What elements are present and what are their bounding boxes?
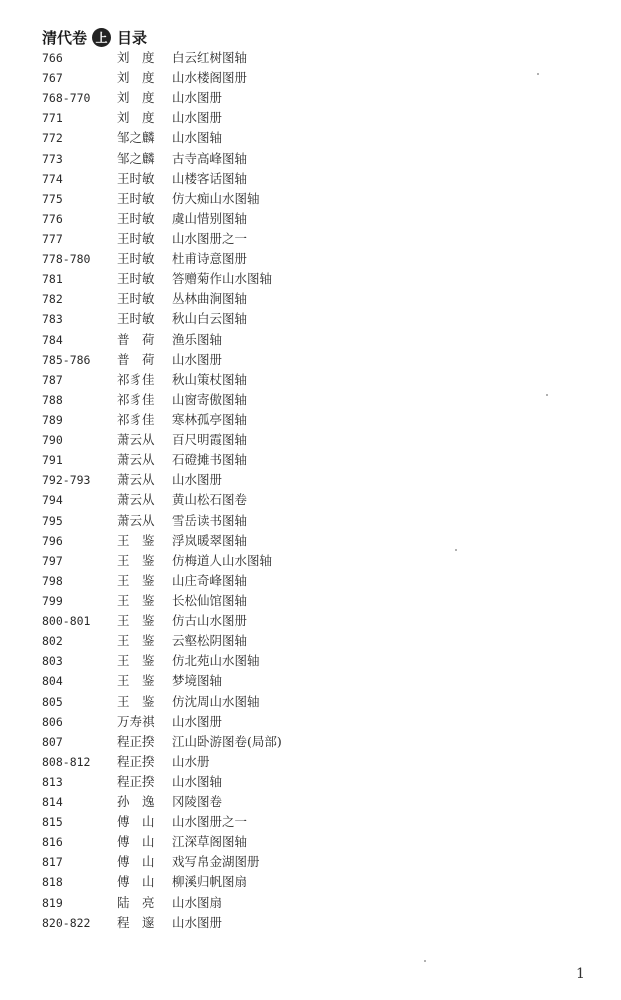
artwork-title: 山水图册 xyxy=(172,90,223,106)
artwork-title: 寒林孤亭图轴 xyxy=(172,411,248,427)
artwork-title: 山水册 xyxy=(172,753,210,769)
artist-name: 萧云从 xyxy=(117,432,155,448)
list-item xyxy=(0,893,621,913)
list-item xyxy=(0,792,621,812)
plate-number: 776 xyxy=(42,211,63,226)
list-item xyxy=(0,450,621,470)
list-item xyxy=(0,430,621,450)
list-item xyxy=(0,651,621,671)
contents-list xyxy=(0,48,621,933)
list-item xyxy=(0,88,621,108)
artist-name: 普 荷 xyxy=(117,351,155,367)
artist-name: 傅 山 xyxy=(117,814,155,830)
artist-name: 程正揆 xyxy=(117,753,155,769)
artwork-title: 山水图轴 xyxy=(172,773,223,789)
plate-number: 794 xyxy=(42,493,63,508)
artist-name: 刘 度 xyxy=(117,90,155,106)
paper-speck xyxy=(424,960,426,962)
list-item xyxy=(0,913,621,933)
artwork-title: 山水图册 xyxy=(172,351,223,367)
artwork-title: 丛林曲涧图轴 xyxy=(172,291,248,307)
plate-number: 820-822 xyxy=(42,915,91,930)
artist-name: 祁豸佳 xyxy=(117,371,155,387)
plate-number: 800-801 xyxy=(42,614,91,629)
plate-number: 785-786 xyxy=(42,352,91,367)
artist-name: 程正揆 xyxy=(117,733,155,749)
artwork-title: 黄山松石图卷 xyxy=(172,492,248,508)
plate-number: 781 xyxy=(42,272,63,287)
artist-name: 王 鉴 xyxy=(117,693,155,709)
list-item xyxy=(0,249,621,269)
list-item xyxy=(0,732,621,752)
artwork-title: 山水图册之一 xyxy=(172,230,248,246)
artwork-title: 古寺高峰图轴 xyxy=(172,150,248,166)
plate-number: 775 xyxy=(42,191,63,206)
artwork-title: 虞山惜别图轴 xyxy=(172,210,248,226)
plate-number: 766 xyxy=(42,51,63,65)
list-item xyxy=(0,370,621,390)
list-item xyxy=(0,330,621,350)
list-item xyxy=(0,511,621,531)
artist-name: 王时敏 xyxy=(117,230,155,246)
plate-number: 795 xyxy=(42,513,63,528)
artist-name: 王 鉴 xyxy=(117,613,155,629)
contents-title: 目录 xyxy=(117,28,148,47)
plate-number: 814 xyxy=(42,795,63,810)
list-item xyxy=(0,410,621,430)
artist-name: 刘 度 xyxy=(117,110,155,126)
list-item xyxy=(0,350,621,370)
list-item xyxy=(0,591,621,611)
artist-name: 程 邃 xyxy=(117,914,155,930)
list-item xyxy=(0,209,621,229)
list-item xyxy=(0,128,621,148)
artist-name: 王时敏 xyxy=(117,170,155,186)
list-item xyxy=(0,872,621,892)
artwork-title: 杜甫诗意图册 xyxy=(172,251,248,267)
artist-name: 刘 度 xyxy=(117,70,155,86)
list-item xyxy=(0,189,621,209)
list-item xyxy=(0,832,621,852)
artwork-title: 山水图册 xyxy=(172,914,223,930)
artist-name: 王 鉴 xyxy=(117,572,155,588)
paper-speck xyxy=(546,394,548,396)
list-item xyxy=(0,631,621,651)
plate-number: 818 xyxy=(42,875,63,890)
list-item xyxy=(0,531,621,551)
plate-number: 787 xyxy=(42,372,63,387)
artwork-title: 山水楼阁图册 xyxy=(172,70,248,86)
artist-name: 王 鉴 xyxy=(117,532,155,548)
plate-number: 816 xyxy=(42,835,63,850)
list-item xyxy=(0,852,621,872)
artist-name: 王 鉴 xyxy=(117,653,155,669)
artist-name: 王 鉴 xyxy=(117,552,155,568)
artwork-title: 石磴摊书图轴 xyxy=(172,452,248,468)
artwork-title: 仿梅道人山水图轴 xyxy=(172,552,273,568)
plate-number: 778-780 xyxy=(42,252,91,267)
volume-title: 清代卷 xyxy=(42,28,88,47)
artist-name: 傅 山 xyxy=(117,874,155,890)
plate-number: 774 xyxy=(42,171,63,186)
artwork-title: 浮岚暖翠图轴 xyxy=(172,532,248,548)
plate-number: 788 xyxy=(42,392,63,407)
artist-name: 萧云从 xyxy=(117,492,155,508)
artwork-title: 山水图册 xyxy=(172,472,223,488)
artist-name: 萧云从 xyxy=(117,472,155,488)
artist-name: 邹之麟 xyxy=(117,130,155,146)
list-item xyxy=(0,169,621,189)
artist-name: 孙 逸 xyxy=(117,794,155,810)
list-item xyxy=(0,490,621,510)
list-item xyxy=(0,48,621,68)
list-item xyxy=(0,752,621,772)
artist-name: 傅 山 xyxy=(117,834,155,850)
plate-number: 802 xyxy=(42,634,63,649)
plate-number: 784 xyxy=(42,332,63,347)
artist-name: 王时敏 xyxy=(117,251,155,267)
artist-name: 王 鉴 xyxy=(117,673,155,689)
plate-number: 815 xyxy=(42,815,63,830)
artist-name: 王时敏 xyxy=(117,311,155,327)
artist-name: 万寿祺 xyxy=(117,713,155,729)
paper-speck xyxy=(455,549,457,551)
plate-number: 789 xyxy=(42,412,63,427)
page-number: 1 xyxy=(576,966,585,982)
plate-number: 790 xyxy=(42,433,63,448)
plate-number: 805 xyxy=(42,694,63,709)
plate-number: 813 xyxy=(42,774,63,789)
artwork-title: 雪岳读书图轴 xyxy=(172,512,248,528)
list-item xyxy=(0,289,621,309)
artwork-title: 仿大痴山水图轴 xyxy=(172,190,260,206)
paper-speck xyxy=(537,73,539,75)
list-item xyxy=(0,269,621,289)
artwork-title: 长松仙馆图轴 xyxy=(172,592,248,608)
artwork-title: 山水图扇 xyxy=(172,894,223,910)
list-item xyxy=(0,671,621,691)
artwork-title: 渔乐图轴 xyxy=(172,331,223,347)
plate-number: 777 xyxy=(42,231,63,246)
plate-number: 817 xyxy=(42,855,63,870)
artist-name: 傅 山 xyxy=(117,854,155,870)
plate-number: 808-812 xyxy=(42,754,91,769)
plate-number: 792-793 xyxy=(42,473,91,488)
artist-name: 祁豸佳 xyxy=(117,391,155,407)
list-item xyxy=(0,108,621,128)
artist-name: 萧云从 xyxy=(117,512,155,528)
plate-number: 772 xyxy=(42,131,63,146)
plate-number: 804 xyxy=(42,674,63,689)
plate-number: 803 xyxy=(42,654,63,669)
section-header xyxy=(42,26,147,48)
artwork-title: 江深草阁图轴 xyxy=(172,834,248,850)
artist-name: 程正揆 xyxy=(117,773,155,789)
plate-number: 798 xyxy=(42,573,63,588)
artwork-title: 云壑松阴图轴 xyxy=(172,633,248,649)
plate-number: 791 xyxy=(42,453,63,468)
artist-name: 邹之麟 xyxy=(117,150,155,166)
plate-number: 771 xyxy=(42,111,63,126)
list-item xyxy=(0,692,621,712)
artist-name: 王时敏 xyxy=(117,190,155,206)
plate-number: 807 xyxy=(42,734,63,749)
list-item xyxy=(0,712,621,732)
artist-name: 王 鉴 xyxy=(117,633,155,649)
list-item xyxy=(0,229,621,249)
artwork-title: 秋山白云图轴 xyxy=(172,311,248,327)
plate-number: 782 xyxy=(42,292,63,307)
artwork-title: 山楼客话图轴 xyxy=(172,170,248,186)
artwork-title: 山水图册 xyxy=(172,713,223,729)
plate-number: 806 xyxy=(42,714,63,729)
artwork-title: 仿北苑山水图轴 xyxy=(172,653,260,669)
artist-name: 陆 亮 xyxy=(117,894,155,910)
artwork-title: 柳溪归帆图扇 xyxy=(172,874,248,890)
list-item xyxy=(0,812,621,832)
artwork-title: 百尺明霞图轴 xyxy=(172,432,248,448)
plate-number: 773 xyxy=(42,151,63,166)
artwork-title: 秋山策杖图轴 xyxy=(172,371,248,387)
artwork-title: 山窗寄傲图轴 xyxy=(172,391,248,407)
artwork-title: 山水图册 xyxy=(172,110,223,126)
artwork-title: 仿古山水图册 xyxy=(172,613,248,629)
artwork-title: 答赠菊作山水图轴 xyxy=(172,271,273,287)
list-item xyxy=(0,470,621,490)
list-item xyxy=(0,68,621,88)
artist-name: 王时敏 xyxy=(117,271,155,287)
list-item xyxy=(0,551,621,571)
volume-badge: 上 xyxy=(92,28,111,47)
list-item xyxy=(0,611,621,631)
plate-number: 819 xyxy=(42,895,63,910)
artwork-title: 山水图轴 xyxy=(172,130,223,146)
plate-number: 768-770 xyxy=(42,91,91,106)
plate-number: 799 xyxy=(42,593,63,608)
artist-name: 祁豸佳 xyxy=(117,411,155,427)
plate-number: 767 xyxy=(42,71,63,86)
artist-name: 萧云从 xyxy=(117,452,155,468)
list-item xyxy=(0,390,621,410)
artist-name: 普 荷 xyxy=(117,331,155,347)
artwork-title: 江山卧游图卷(局部) xyxy=(172,733,282,749)
artist-name: 刘 度 xyxy=(117,50,155,65)
artwork-title: 冈陵图卷 xyxy=(172,794,223,810)
list-item xyxy=(0,772,621,792)
artwork-title: 白云红树图轴 xyxy=(172,50,248,65)
plate-number: 796 xyxy=(42,533,63,548)
artist-name: 王时敏 xyxy=(117,291,155,307)
list-item xyxy=(0,149,621,169)
plate-number: 783 xyxy=(42,312,63,327)
plate-number: 797 xyxy=(42,553,63,568)
artwork-title: 梦境图轴 xyxy=(172,673,223,689)
artwork-title: 仿沈周山水图轴 xyxy=(172,693,260,709)
artist-name: 王时敏 xyxy=(117,210,155,226)
artwork-title: 山水图册之一 xyxy=(172,814,248,830)
list-item xyxy=(0,309,621,329)
artist-name: 王 鉴 xyxy=(117,592,155,608)
artwork-title: 戏写帛金湖图册 xyxy=(172,854,260,870)
artwork-title: 山庄奇峰图轴 xyxy=(172,572,248,588)
list-item xyxy=(0,571,621,591)
